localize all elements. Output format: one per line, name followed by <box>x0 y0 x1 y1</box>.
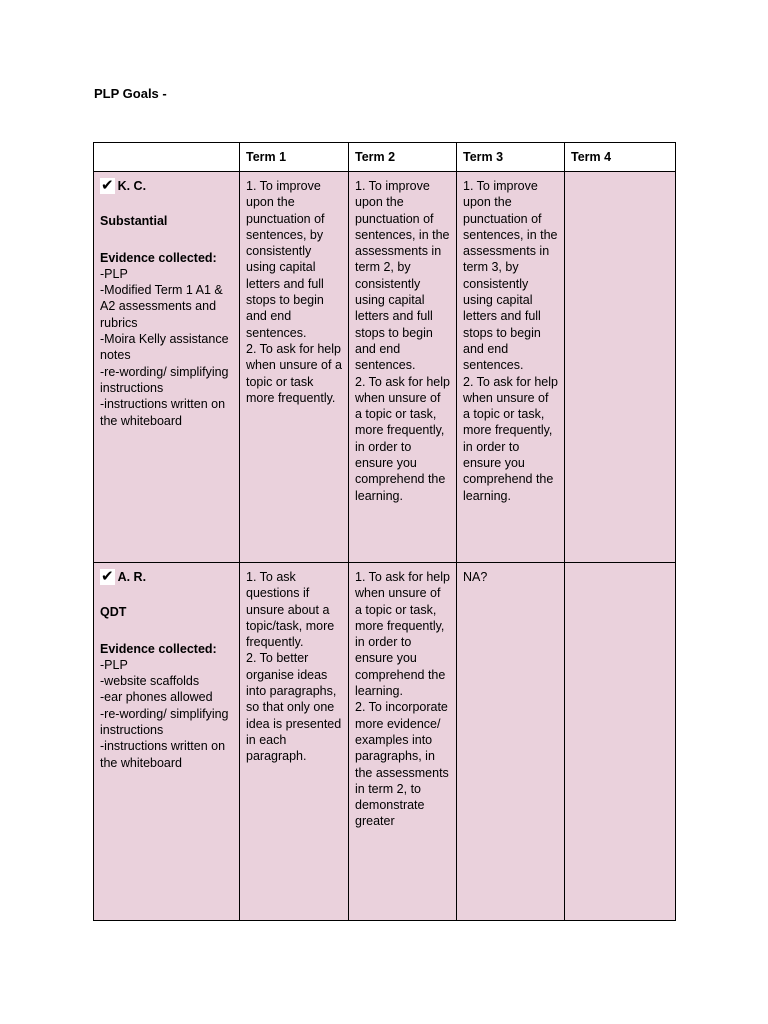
term-4-goals-cell <box>565 172 676 563</box>
header-row <box>94 143 676 172</box>
evidence-item: -PLP <box>100 657 128 672</box>
plp-goals-table <box>93 142 676 921</box>
term-3-goals-cell <box>457 172 565 563</box>
goal-text: 1. To improve upon the punctuation of sentences, in the assessments in term 2, by consistently using capital letters and full stops to begin and end sentences. <box>355 179 450 373</box>
evidence-item: -website scaffolds <box>100 674 200 689</box>
header-term-4: Term 4 <box>565 143 676 172</box>
evidence-item: -Modified Term 1 A1 & A2 assessments and rubrics <box>100 283 223 330</box>
term-2-goals-cell <box>349 563 457 921</box>
evidence-item: -instructions written on the whiteboard <box>100 739 226 770</box>
goal-text: NA? <box>463 570 488 584</box>
header-term-1: Term 1 <box>240 143 349 172</box>
evidence-item: -re-wording/ simplifying instructions <box>100 364 229 395</box>
checkmark-icon: ✔ <box>101 568 114 585</box>
evidence-item: -instructions written on the whiteboard <box>100 397 226 428</box>
page-title: PLP Goals - <box>94 86 167 101</box>
term-1-goals-cell <box>240 563 349 921</box>
student-heading <box>100 569 233 585</box>
table-row <box>94 172 676 563</box>
term-2-goals-cell <box>349 172 457 563</box>
evidence-item: -PLP <box>100 266 128 281</box>
header-term-2: Term 2 <box>349 143 457 172</box>
goal-text: 1. To improve upon the punctuation of sentences, in the assessments in term 3, by consistently using capital letters and full stops to begin and end sentences. <box>463 179 558 373</box>
evidence-item: -re-wording/ simplifying instructions <box>100 706 229 738</box>
evidence-label: Evidence collected: <box>100 250 217 265</box>
goal-text: 1. To ask for help when unsure of a topic or task, more frequently, in order to ensure you comprehend the learning. <box>355 570 450 699</box>
evidence-item: -Moira Kelly assistance notes <box>100 332 229 363</box>
goal-text: 1. To improve upon the punctuation of sentences, by consistently using capital letters and full stops to begin and end sentences. <box>246 179 325 340</box>
goal-text: 1. To ask questions if unsure about a topic/task, more frequently. <box>246 570 335 650</box>
achievement-level: QDT <box>100 605 127 620</box>
term-3-goals-cell <box>457 563 565 921</box>
goal-text: 2. To ask for help when unsure of a topic or task more frequently. <box>246 341 342 405</box>
term-4-goals-cell <box>565 563 676 921</box>
goal-text: 2. To ask for help when unsure of a topic or task, more frequently, in order to ensure you comprehend the learning. <box>463 374 558 503</box>
checkmark-icon: ✔ <box>101 177 114 194</box>
evidence-item: -ear phones allowed <box>100 690 213 705</box>
goal-text: 2. To ask for help when unsure of a topic or task, more frequently, in order to ensure you comprehend the learning. <box>355 374 450 503</box>
evidence-label: Evidence collected: <box>100 641 217 656</box>
goal-text: 2. To incorporate more evidence/ examples into paragraphs, in the assessments in term 2, to demonstrate greater <box>355 700 449 829</box>
student-cell <box>94 172 240 563</box>
term-1-goals-cell <box>240 172 349 563</box>
student-heading <box>100 178 233 194</box>
student-name: K. C. <box>117 179 147 193</box>
student-name: A. R. <box>117 570 147 584</box>
student-cell <box>94 563 240 921</box>
header-term-3: Term 3 <box>457 143 565 172</box>
table-row <box>94 563 676 921</box>
goal-text: 2. To better organise ideas into paragraphs, so that only one idea is presented in each paragraph. <box>246 651 342 764</box>
header-blank-cell <box>94 143 240 172</box>
achievement-level: Substantial <box>100 214 168 229</box>
